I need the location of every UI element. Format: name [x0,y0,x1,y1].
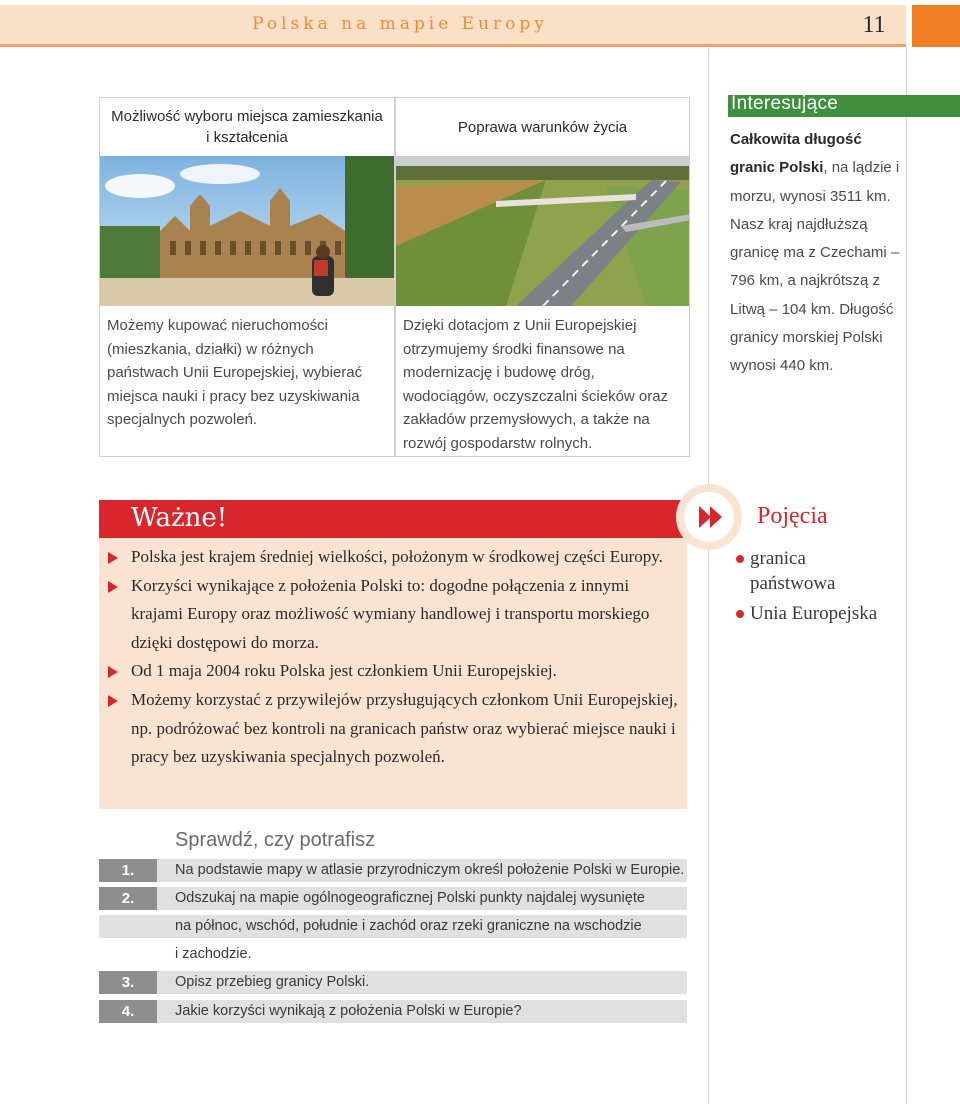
interesting-fact [730,126,900,381]
question-number: 2. [99,887,157,910]
bullet-dot-icon [736,555,744,563]
interesting-label: Interesujące [731,93,839,114]
concepts-title: Pojęcia [757,503,828,529]
interesting-fact-bold: Całkowita długość granic Polski [730,131,862,177]
important-title: Ważne! [131,503,228,533]
important-item: Polska jest krajem średniej wielkości, położonym w środkowej części Europy. [108,543,683,572]
card-body-text: Dzięki dotacjom z Unii Europejskiej otrzymujemy środki finansowe na modernizację i budowę dróg, wodociągów, oczyszczalni ścieków oraz zakładów przemysłowych, a także na rozwój gospodarstw rolnych. [403,317,669,452]
question-text: Opisz przebieg granicy Polski. [175,974,370,990]
question-number: 1. [99,859,157,882]
margin-column-rule [708,47,709,1104]
check-section-title: Sprawdź, czy potrafisz [175,829,376,851]
card-title: Możliwość wyboru miejsca zamieszkania i kształcenia [111,108,383,146]
double-arrow-icon [676,484,742,550]
question-number: 4. [99,1000,157,1023]
page-number: 11 [862,12,886,38]
important-list [108,543,683,772]
bullet-dot-icon [736,610,744,618]
question-number: 3. [99,971,157,994]
triangle-bullet-icon [108,581,118,593]
concept-item: Unia Europejska [736,601,896,626]
card-title: Poprawa warunków życia [457,118,628,136]
important-item: Możemy korzystać z przywilejów przysługujących członkom Unii Europejskiej, np. podróżować bez kontroli na granicach państw oraz wybierać miejsce nauki i pracy bez uzyskiwania specjalnych pozwoleń. [108,686,683,772]
important-item: Od 1 maja 2004 roku Polska jest członkiem Unii Europejskiej. [108,657,683,686]
triangle-bullet-icon [108,666,118,678]
chapter-title: Polska na mapie Europy [252,14,548,34]
card-living-conditions [395,97,690,457]
concepts-list [736,546,896,631]
interesting-fact-text: , na lądzie i morzu, wynosi 3511 km. Nasz kraj najdłuższą granicę ma z Czechami – 796 km, a najkrótszą z Litwą – 104 km. Długość granicy morskiej Polski wynosi 440 km. [730,159,900,375]
question-text: Na podstawie mapy w atlasie przyrodniczym określ położenie Polski w Europie. [175,862,685,878]
question-text-continued: i zachodzie. [175,946,252,962]
question-text: Jakie korzyści wynikają z położenia Polski w Europie? [175,1003,522,1019]
card-body-text: Możemy kupować nieruchomości (mieszkania, działki) w różnych państwach Unii Europejskiej, wybierać miejsca nauki i pracy bez uzyskiwania specjalnych pozwoleń. [107,317,363,428]
concept-item: granica państwowa [736,546,896,596]
highway-aerial-photo [396,156,689,306]
important-item: Korzyści wynikające z położenia Polski to: dogodne połączenia z innymi krajami Europy oraz możliwość wymiany handlowej i transportu morskiego dzięki dostępowi do morza. [108,572,683,658]
card-housing-education [99,97,395,457]
triangle-bullet-icon [108,552,118,564]
question-text-continued: na północ, wschód, południe i zachód oraz rzeki graniczne na wschodzie [175,918,642,934]
page-edge-rule [906,47,907,1104]
header-tab [912,5,960,47]
triangle-bullet-icon [108,695,118,707]
university-building-photo [100,156,394,306]
question-text: Odszukaj na mapie ogólnogeograficznej Polski punkty najdalej wysunięte [175,890,645,906]
